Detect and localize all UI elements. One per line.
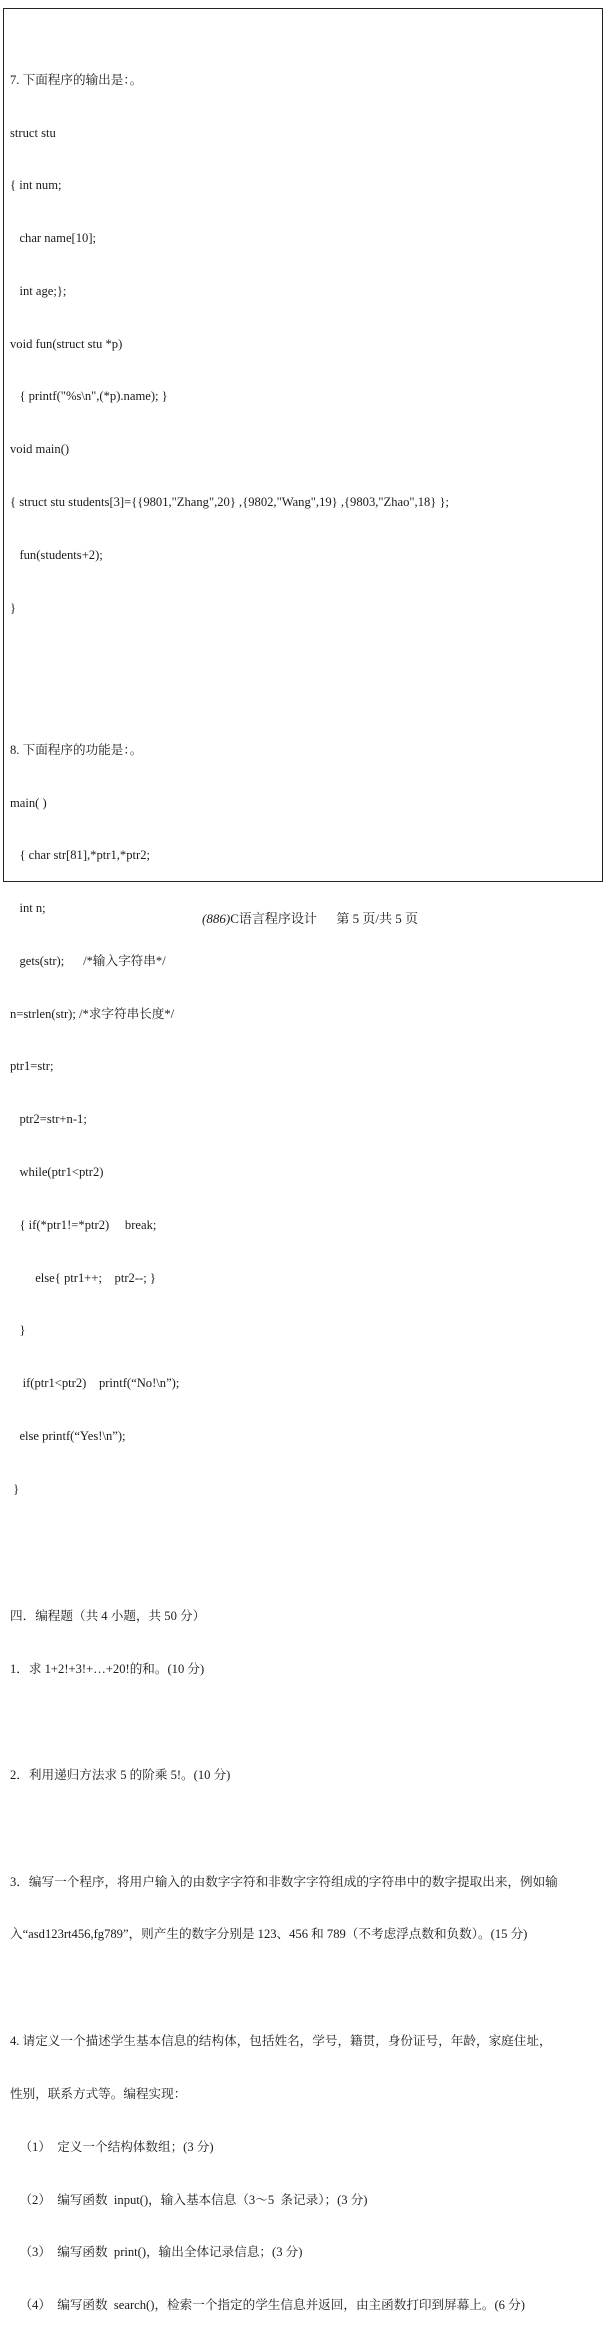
- problem-4-line1: 4. 请定义一个描述学生基本信息的结构体，包括姓名，学号，籍贯，身份证号，年龄，家庭住址，: [10, 2034, 552, 2049]
- q8-code-line: { char str[81],*ptr1,*ptr2;: [10, 848, 150, 863]
- q8-code-line: ptr1=str;: [10, 1059, 54, 1074]
- q8-code-line: }: [10, 1323, 26, 1338]
- page-number: 第 5 页/共 5 页: [336, 911, 418, 926]
- q7-code-line: { struct stu students[3]={{9801,"Zhang",20} ,{9802,"Wang",19} ,{9803,"Zhao",18} };: [10, 495, 450, 510]
- q7-code-line: void fun(struct stu *p): [10, 336, 123, 351]
- page-content: [10, 19, 600, 2350]
- problem-4-item: （3） 编写函数 print()，输出全体记录信息；(3 分): [10, 2245, 303, 2260]
- problem-1: 1．求 1+2!+3!+…+20!的和。(10 分): [10, 1661, 205, 1676]
- q8-code-line: int n;: [10, 901, 46, 916]
- q8-code-line: main( ): [10, 795, 47, 810]
- problem-4-line2: 性别，联系方式等。编程实现：: [10, 2087, 187, 2102]
- problem-2: 2．利用递归方法求 5 的阶乘 5!。(10 分): [10, 1767, 231, 1782]
- section-heading: 四．编程题（共 4 小题，共 50 分）: [10, 1608, 206, 1623]
- q8-code-line: else printf(“Yes!\n”);: [10, 1428, 126, 1443]
- q8-code-line: { if(*ptr1!=*ptr2) break;: [10, 1217, 157, 1232]
- q7-code-line: struct stu: [10, 125, 56, 140]
- q7-code-line: { int num;: [10, 178, 62, 193]
- subject-name: C语言程序设计: [230, 911, 317, 926]
- q8-code-line: while(ptr1<ptr2): [10, 1165, 104, 1179]
- page-footer: [0, 892, 607, 943]
- q8-code-line: }: [10, 1481, 20, 1496]
- q8-title: 8. 下面程序的功能是：。: [10, 742, 143, 757]
- problem-3-line1: 3．编写一个程序，将用户输入的由数字字符和非数字字符组成的字符串中的数字提取出来，例如输: [10, 1874, 558, 1889]
- q7-code-line: char name[10];: [10, 231, 97, 246]
- q7-code-line: void main(): [10, 442, 70, 457]
- exam-code: (886): [202, 911, 231, 926]
- q8-code-line: ptr2=str+n-1;: [10, 1112, 87, 1127]
- q7-code-line: int age;};: [10, 283, 67, 298]
- problem-4-item: （1） 定义一个结构体数组；(3 分): [10, 2139, 214, 2154]
- q8-code-line: else{ ptr1++; ptr2--; }: [10, 1270, 156, 1285]
- q8-code-line: if(ptr1<ptr2) printf(“No!\n”);: [10, 1376, 180, 1391]
- problem-4-item: （2） 编写函数 input()，输入基本信息（3～5 条记录）；(3 分): [10, 2192, 368, 2207]
- q8-code-line: n=strlen(str); /*求字符串长度*/: [10, 1006, 175, 1021]
- problem-3-line2: 入“asd123rt456,fg789”，则产生的数字分别是 123、456 和 789（不考虑浮点数和负数）。(15 分): [10, 1927, 528, 1942]
- problem-4-item: （4） 编写函数 search()，检索一个指定的学生信息并返回，由主函数打印到屏幕上。(6 分): [10, 2298, 525, 2313]
- q7-title: 7. 下面程序的输出是：。: [10, 72, 143, 87]
- q7-code-line: { printf("%s\n",(*p).name); }: [10, 389, 168, 404]
- q7-code-line: }: [10, 600, 17, 615]
- q8-code-line: gets(str); /*输入字符串*/: [10, 953, 166, 968]
- q7-code-line: fun(students+2);: [10, 547, 103, 562]
